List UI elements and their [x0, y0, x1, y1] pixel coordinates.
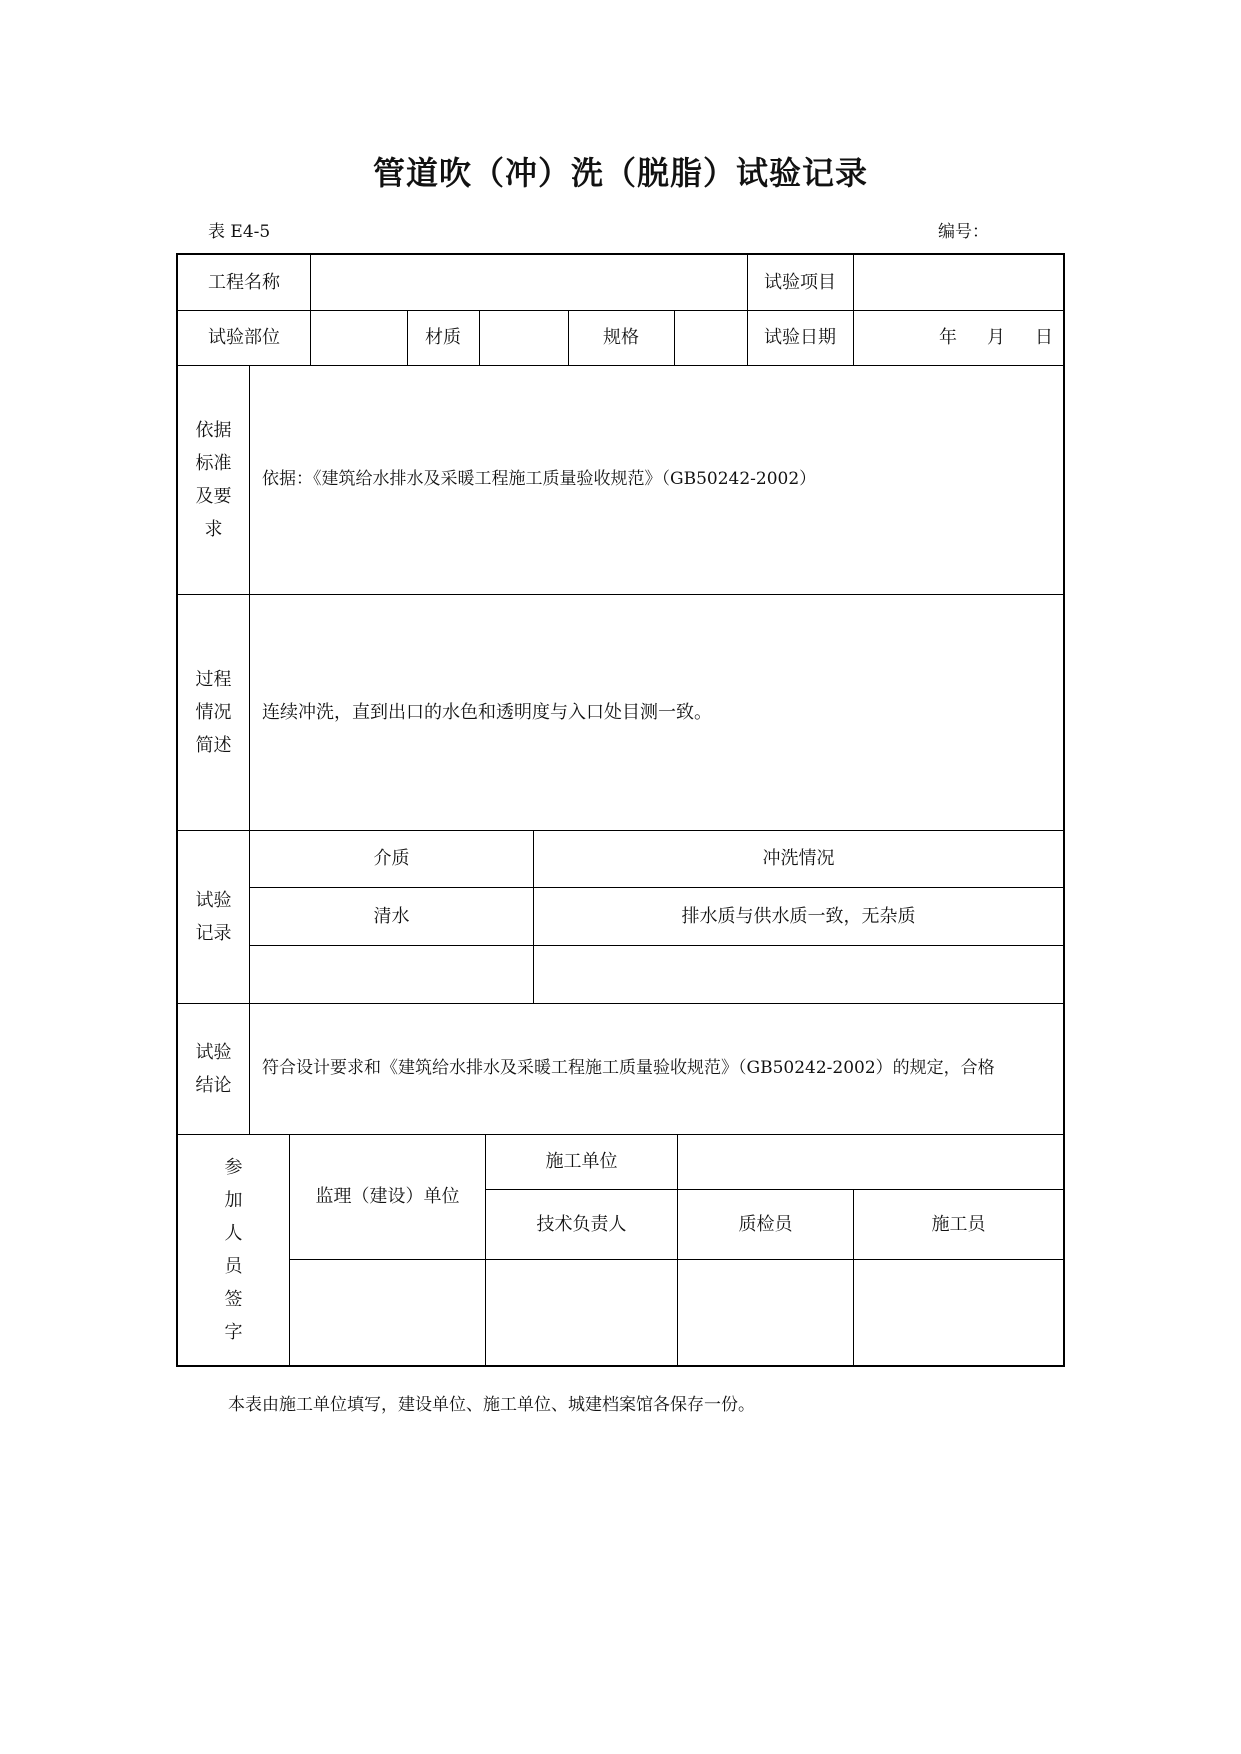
technical-lead-signature-field[interactable]: [486, 1260, 677, 1365]
supervision-signature-field[interactable]: [290, 1260, 485, 1365]
page-title: 管道吹（冲）洗（脱脂）试验记录: [372, 154, 868, 192]
project-name-field[interactable]: [311, 255, 747, 310]
serial-number-label: 编号：: [938, 222, 989, 242]
medium-cell[interactable]: 清水: [373, 905, 410, 927]
test-item-field[interactable]: [854, 255, 1063, 310]
supervision-unit-label: 监理（建设）单位: [315, 1186, 460, 1207]
medium-cell[interactable]: [250, 945, 533, 1003]
basis-text[interactable]: 依据：《建筑给水排水及采暖工程施工质量验收规范》（GB50242-2002）: [262, 469, 817, 489]
construction-unit-label: 施工单位: [545, 1151, 618, 1172]
construction-unit-field[interactable]: [678, 1134, 1063, 1189]
flush-status-cell[interactable]: [534, 945, 1063, 1003]
material-label: 材质: [425, 327, 461, 348]
form-code: 表 E4-5: [208, 222, 271, 242]
constructor-signature-field[interactable]: [854, 1260, 1063, 1365]
form-footnote: 本表由施工单位填写，建设单位、施工单位、城建档案馆各保存一份。: [228, 1395, 755, 1415]
project-name-label: 工程名称: [208, 272, 280, 293]
test-record-form: [176, 253, 1065, 1367]
medium-header: 介质: [373, 848, 410, 869]
spec-field[interactable]: [675, 310, 747, 365]
technical-lead-label: 技术负责人: [536, 1213, 627, 1235]
record-label: 试验 记录: [195, 889, 232, 944]
flush-status-cell[interactable]: 排水质与供水质一致，无杂质: [681, 905, 916, 927]
constructor-label: 施工员: [931, 1213, 986, 1235]
basis-label: 依据 标准 及要 求: [195, 419, 232, 540]
date-month-label: 月: [987, 327, 1005, 348]
date-year-label: 年: [939, 327, 957, 348]
process-text[interactable]: 连续冲洗，直到出口的水色和透明度与入口处目测一致。: [262, 701, 712, 723]
quality-inspector-signature-field[interactable]: [678, 1260, 853, 1365]
date-day-label: 日: [1035, 327, 1053, 348]
signatures-label: 参 加 人 员 签 字: [224, 1156, 243, 1343]
quality-inspector-label: 质检员: [738, 1213, 793, 1235]
spec-label: 规格: [603, 327, 639, 348]
test-date-field[interactable]: [854, 310, 1063, 365]
test-part-field[interactable]: [311, 310, 407, 365]
material-field[interactable]: [480, 310, 568, 365]
test-item-label: 试验项目: [764, 272, 836, 293]
flush-status-header: 冲洗情况: [762, 848, 835, 869]
test-date-label: 试验日期: [764, 327, 836, 348]
conclusion-text[interactable]: 符合设计要求和《建筑给水排水及采暖工程施工质量验收规范》（GB50242-2002）的规定，合格: [262, 1058, 995, 1078]
test-part-label: 试验部位: [208, 327, 280, 348]
process-label: 过程 情况 简述: [195, 668, 232, 756]
conclusion-label: 试验 结论: [195, 1041, 232, 1096]
